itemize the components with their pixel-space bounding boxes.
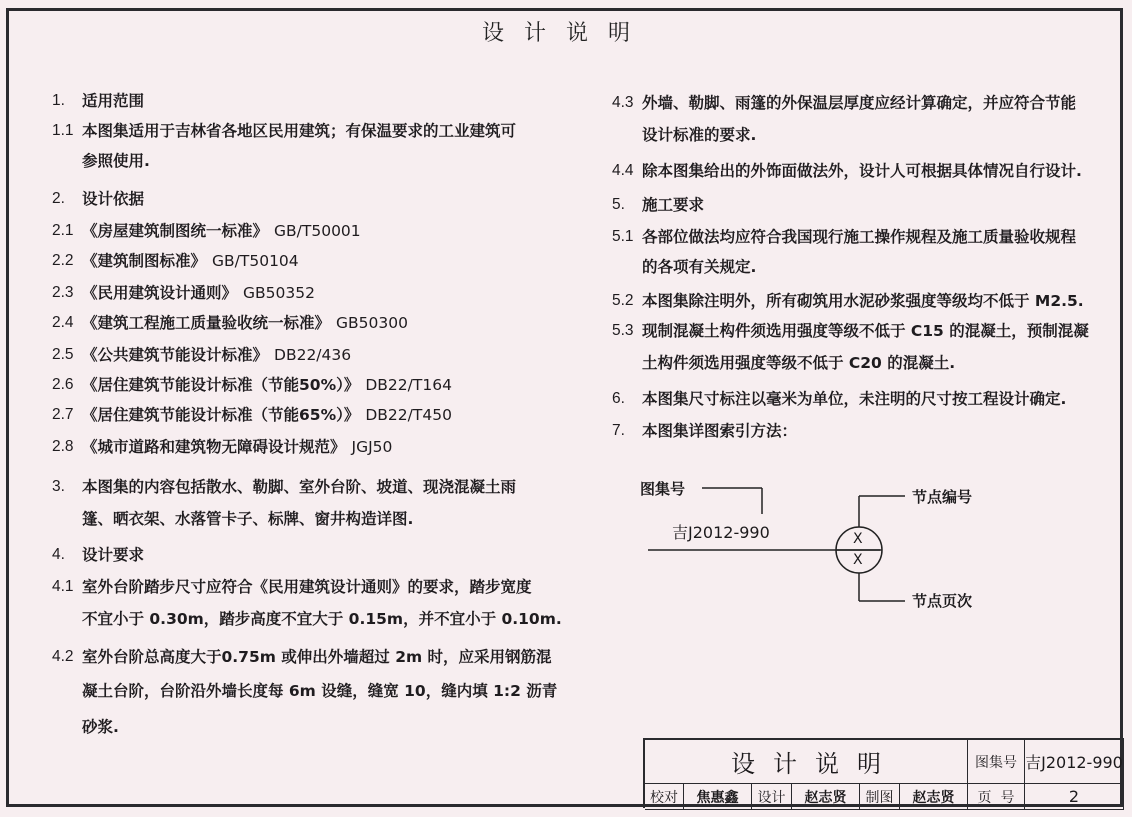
atlas-no-label: 图集号: [968, 740, 1025, 784]
item-text-body: 除本图集给出的外饰面做法外，设计人可根据具体情况自行设计.: [642, 162, 1082, 180]
item-text: [642, 226, 1076, 248]
item-number: 4.1: [52, 578, 74, 595]
item-text-body: 《建筑制图标准》: [82, 252, 207, 270]
item-text-body: 各部位做法均应符合我国现行施工操作规程及施工质量验收规程: [642, 228, 1077, 246]
title-block-title: 设计说明: [645, 740, 968, 784]
item-text-body: 《建筑工程施工质量验收统一标准》: [82, 314, 331, 332]
item-number: 5.2: [612, 292, 634, 309]
item-text-body: 设计标准的要求.: [642, 126, 757, 144]
item-text: [82, 150, 150, 172]
item-text: [82, 436, 392, 458]
standard-code: DB22/T450: [365, 406, 452, 424]
atlas-code: 吉J2012-990: [672, 523, 770, 542]
node-number-mark: X: [853, 531, 863, 547]
item-number: 4.3: [612, 94, 634, 111]
item-text-body: 本图集适用于吉林省各地区民用建筑；有保温要求的工业建筑可: [82, 122, 517, 140]
standard-code: GB50300: [336, 314, 408, 332]
node-number-label: 节点编号: [912, 488, 973, 506]
item-text-body: 设计要求: [82, 546, 145, 564]
standard-code: DB22/436: [274, 346, 352, 364]
item-text: [82, 404, 452, 426]
item-number: 5.3: [612, 322, 634, 339]
item-text: [642, 124, 756, 146]
check-label: 校对: [645, 784, 684, 810]
item-text: [82, 576, 532, 598]
item-number: 5.1: [612, 228, 634, 245]
item-text: [642, 388, 1066, 410]
item-text-body: 参照使用.: [82, 152, 150, 170]
node-page-label: 节点页次: [912, 592, 973, 610]
standard-code: DB22/T164: [365, 376, 452, 394]
item-number: 2.: [52, 190, 65, 207]
item-number: 5.: [612, 196, 625, 213]
item-text-body: 本图集尺寸标注以毫米为单位，未注明的尺寸按工程设计确定.: [642, 390, 1067, 408]
item-number: 1.: [52, 92, 65, 109]
item-text: [642, 420, 797, 442]
item-text-body: 篷、晒衣架、水落管卡子、标牌、窗井构造详图.: [82, 510, 414, 528]
item-number: 2.7: [52, 406, 74, 423]
item-text-body: 本图集除注明外，所有砌筑用水泥砂浆强度等级均不低于 M2.5.: [642, 292, 1084, 310]
item-text: [82, 344, 351, 366]
item-text: [82, 374, 452, 396]
item-text-body: 的各项有关规定.: [642, 258, 757, 276]
item-text: [642, 160, 1082, 182]
item-text: [82, 544, 144, 566]
draw-label: 制图: [860, 784, 900, 810]
item-number: 2.6: [52, 376, 74, 393]
design-label: 设计: [752, 784, 792, 810]
item-number: 6.: [612, 390, 625, 407]
item-number: 1.1: [52, 122, 74, 139]
item-text: [642, 256, 756, 278]
item-text: [82, 188, 144, 210]
standard-code: GB/T50001: [274, 222, 361, 240]
item-number: 3.: [52, 478, 65, 495]
item-text: [82, 646, 552, 668]
checker-name: 焦惠鑫: [684, 784, 752, 810]
item-text-body: 现制混凝土构件须选用强度等级不低于 C15 的混凝土，预制混凝: [642, 322, 1089, 340]
item-number: 7.: [612, 422, 625, 439]
item-text-body: 《居住建筑节能设计标准（节能50%）》: [82, 376, 360, 394]
item-text: [642, 320, 1089, 342]
item-text: [642, 92, 1076, 114]
atlas-no-value: 吉J2012-990: [1025, 740, 1124, 784]
item-number: 2.3: [52, 284, 74, 301]
item-number: 4.2: [52, 648, 74, 665]
item-text-body: 《居住建筑节能设计标准（节能65%）》: [82, 406, 360, 424]
item-text-body: 外墙、勒脚、雨篷的外保温层厚度应经计算确定，并应符合节能: [642, 94, 1077, 112]
item-text-body: 设计依据: [82, 190, 145, 208]
item-text: [82, 120, 516, 142]
item-text-body: 砂浆.: [82, 718, 119, 736]
drafter-name: 赵志贤: [900, 784, 968, 810]
item-text: [82, 250, 299, 272]
item-text-body: 《公共建筑节能设计标准》: [82, 346, 269, 364]
standard-code: GB/T50104: [212, 252, 299, 270]
standard-code: GB50352: [243, 284, 315, 302]
title-block: [643, 738, 1124, 808]
item-text-body: 《城市道路和建筑物无障碍设计规范》: [82, 438, 346, 456]
item-text: [82, 508, 413, 530]
item-text: [82, 716, 119, 738]
designer-name: 赵志贤: [792, 784, 860, 810]
item-text: [642, 352, 955, 374]
item-text: [82, 282, 315, 304]
item-text: [82, 312, 408, 334]
standard-code: JGJ50: [351, 438, 393, 456]
item-text: [82, 220, 361, 242]
item-number: 4.4: [612, 162, 634, 179]
item-text: [82, 476, 516, 498]
item-text-body: 不宜小于 0.30m，踏步高度不宜大于 0.15m，并不宜小于 0.10m.: [82, 610, 562, 628]
item-text-body: 本图集详图索引方法：: [642, 422, 798, 440]
item-text-body: 凝土台阶，台阶沿外墙长度每 6m 设缝，缝宽 10，缝内填 1:2 沥青: [82, 682, 558, 700]
item-text-body: 土构件须选用强度等级不低于 C20 的混凝土.: [642, 354, 956, 372]
page-title: 设计说明: [482, 21, 651, 46]
item-text-body: 适用范围: [82, 92, 145, 110]
item-number: 2.5: [52, 346, 74, 363]
item-text-body: 《民用建筑设计通则》: [82, 284, 238, 302]
node-page-mark: X: [853, 552, 863, 568]
item-text: [642, 290, 1084, 312]
page-no-value: 2: [1025, 784, 1124, 810]
item-text-body: 施工要求: [642, 196, 705, 214]
item-text: [82, 680, 557, 702]
item-number: 2.8: [52, 438, 74, 455]
atlas-number-label: 图集号: [640, 480, 686, 498]
item-text-body: 《房屋建筑制图统一标准》: [82, 222, 269, 240]
page-no-label: 页 号: [968, 784, 1025, 810]
item-number: 2.1: [52, 222, 74, 239]
item-text: [642, 194, 704, 216]
index-diagram: [640, 478, 1000, 628]
item-text-body: 本图集的内容包括散水、勒脚、室外台阶、坡道、现浇混凝土雨: [82, 478, 517, 496]
item-text-body: 室外台阶总高度大于0.75m 或伸出外墙超过 2m 时，应采用钢筋混: [82, 648, 552, 666]
item-text: [82, 90, 144, 112]
item-number: 4.: [52, 546, 65, 563]
item-text-body: 室外台阶踏步尺寸应符合《民用建筑设计通则》的要求，踏步宽度: [82, 578, 532, 596]
item-number: 2.4: [52, 314, 74, 331]
item-text: [82, 608, 562, 630]
item-number: 2.2: [52, 252, 74, 269]
